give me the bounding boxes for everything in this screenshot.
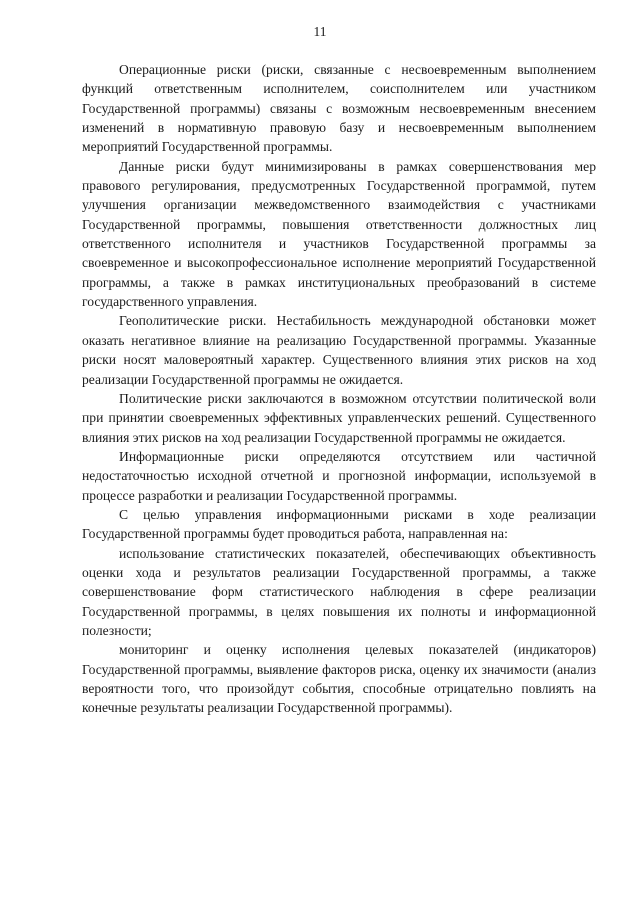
- paragraph-information-risks: Информационные риски определяются отсутствием или частичной недостаточностью исходной отчетной и прогнозной информации, используемой в процессе разработки и реализации Государственной программы.: [82, 448, 596, 503]
- document-body: [82, 60, 596, 718]
- page-number: 11: [313, 24, 327, 39]
- paragraph-statistical-indicators: использование статистических показателей, обеспечивающих объективность оценки хода и результатов реализации Государственной программы, а также совершенствование форм статистического наблюдения в сфере реализации Государственной программы, в целях повышения их полноты и информационной полезности;: [82, 545, 596, 638]
- paragraph-operational-risks: Операционные риски (риски, связанные с несвоевременным выполнением функций ответственным исполнителем, соисполнителем или участником Государственной программы) связаны с возможным несвоевременным внесением изменений в нормативную правовую базу и несвоевременным выполнением мероприятий Государственной программы.: [82, 62, 596, 155]
- paragraph-risk-management-intro: С целью управления информационными рисками в ходе реализации Государственной программы будет проводиться работа, направленная на:: [82, 506, 596, 542]
- paragraph-political-risks: Политические риски заключаются в возможном отсутствии политической воли при принятии своевременных эффективных управленческих решений. Существенного влияния этих рисков на ход реализации Государственной программы не ожидается.: [82, 390, 596, 445]
- paragraph-geopolitical-risks: Геополитические риски. Нестабильность международной обстановки может оказать негативное влияние на реализацию Государственной программы. Указанные риски носят маловероятный характер. Существенного влияния этих рисков на ход реализации Государственной программы не ожидается.: [82, 313, 596, 387]
- paragraph-risk-minimization: Данные риски будут минимизированы в рамках совершенствования мер правового регулирования, предусмотренных Государственной программой, путем улучшения организации межведомственного взаимодействия с участниками Государственной программы, повышения ответственности должностных лиц ответственного исполнителя и участников Государственной программы за своевременное и высокопрофессиональное исполнение мероприятий Государственной программы, а также в рамках институциональных преобразований в системе государственного управления.: [82, 158, 596, 310]
- paragraph-monitoring: мониторинг и оценку исполнения целевых показателей (индикаторов) Государственной программы, выявление факторов риска, оценку их значимости (анализ вероятности того, что произойдут события, способные отрицательно повлиять на конечные результаты реализации Государственной программы).: [82, 642, 596, 716]
